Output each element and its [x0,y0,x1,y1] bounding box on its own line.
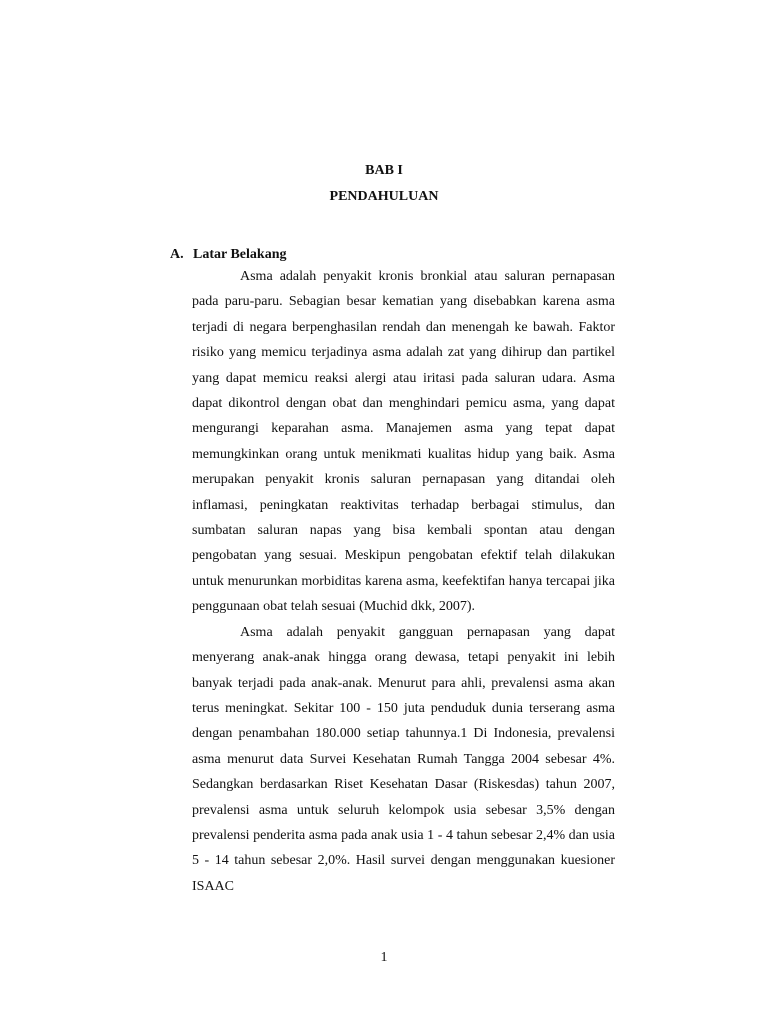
body-text [192,264,615,899]
section-letter: A. [170,247,184,262]
section-heading [170,247,286,263]
paragraph-2: Asma adalah penyakit gangguan pernapasan yang dapat menyerang anak-anak hingga orang dewasa, tetapi penyakit ini lebih banyak terjadi pada anak-anak. Menurut para ahli, prevalensi asma akan terus meningkat. Sekitar 100 - 150 juta penduduk dunia terserang asma dengan penambahan 180.000 setiap tahunnya.1 Di Indonesia, prevalensi asma menurut data Survei Kesehatan Rumah Tangga 2004 sebesar 4%. Sedangkan berdasarkan Riset Kesehatan Dasar (Riskesdas) tahun 2007, prevalensi asma untuk seluruh kelompok usia sebesar 3,5% dengan prevalensi penderita asma pada anak usia 1 - 4 tahun sebesar 2,4% dan usia 5 - 14 tahun sebesar 2,0%. Hasil survei dengan menggunakan kuesioner ISAAC [192,624,615,894]
section-title: Latar Belakang [193,247,287,262]
page-number: 1 [380,950,388,965]
chapter-title: PENDAHULUAN [329,189,439,204]
chapter-number: BAB I [365,163,403,178]
paragraph-1: Asma adalah penyakit kronis bronkial atau saluran pernapasan pada paru-paru. Sebagian besar kematian yang disebabkan karena asma terjadi di negara berpenghasilan rendah dan menengah ke bawah. Faktor risiko yang memicu terjadinya asma adalah zat yang dihirup dan partikel yang dapat memicu reaksi alergi atau iritasi pada saluran udara. Asma dapat dikontrol dengan obat dan menghindari pemicu asma, yang dapat mengurangi keparahan asma. Manajemen asma yang tepat dapat memungkinkan orang untuk menikmati kualitas hidup yang baik. Asma merupakan penyakit kronis saluran pernapasan yang ditandai oleh inflamasi, peningkatan reaktivitas terhadap berbagai stimulus, dan sumbatan saluran napas yang bisa kembali spontan atau dengan pengobatan yang sesuai. Meskipun pengobatan efektif telah dilakukan untuk menurunkan morbiditas karena asma, keefektifan hanya tercapai jika penggunaan obat telah sesuai (Muchid dkk, 2007). [192,269,615,615]
